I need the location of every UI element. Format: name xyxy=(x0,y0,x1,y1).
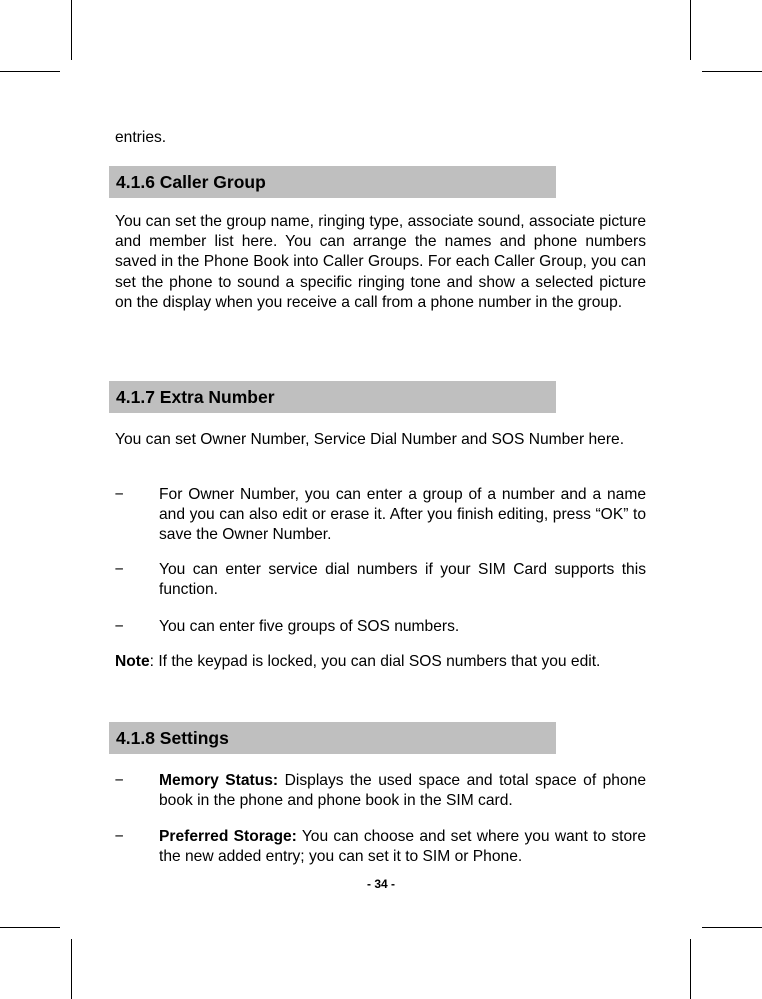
list-item xyxy=(113,617,646,637)
caller-group-body: You can set the group name, ringing type, associate sound, associate picture and member list here. You can arrange the names and phone numbers saved in the Phone Book into Caller Groups. For each Caller Group, you can set the phone to sound a specific ringing tone and show a selected picture on the display when you receive a call from a phone number in the group. xyxy=(115,213,646,311)
bullet-dash: − xyxy=(114,772,124,789)
list-item xyxy=(113,771,646,811)
page-number: - 34 - xyxy=(366,877,395,891)
memory-status-label: Memory Status: xyxy=(159,772,279,789)
bullet-dash: − xyxy=(114,561,124,578)
list-item-text: You can enter five groups of SOS numbers. xyxy=(159,618,460,635)
list-item xyxy=(113,560,646,600)
crop-mark-bottom-right-vertical xyxy=(690,939,691,999)
continued-text: entries. xyxy=(115,129,167,146)
crop-mark-top-left-horizontal xyxy=(0,71,60,72)
note-label: Note xyxy=(115,653,150,670)
list-item-text: For Owner Number, you can enter a group of a number and a name and you can also edit or erase it. After you finish editing, press “OK” to save the Owner Number. xyxy=(159,486,646,544)
crop-mark-top-right-vertical xyxy=(690,0,691,60)
note-text: : If the keypad is locked, you can dial SOS numbers that you edit. xyxy=(149,653,601,670)
list-item-text xyxy=(159,771,646,811)
crop-mark-bottom-right-horizontal xyxy=(702,927,762,928)
list-item-text: You can enter service dial numbers if your SIM Card supports this function. xyxy=(159,561,646,599)
memory-status-text: Displays the used space and total space of phone book in the phone and phone book in the SIM card. xyxy=(159,772,646,810)
crop-mark-bottom-left-vertical xyxy=(71,939,72,999)
list-item-text xyxy=(159,827,646,867)
crop-mark-bottom-left-horizontal xyxy=(0,927,60,928)
crop-mark-top-left-vertical xyxy=(71,0,72,60)
bullet-dash: − xyxy=(114,618,124,635)
section-heading-settings: 4.1.8 Settings xyxy=(109,722,556,754)
section-heading-caller-group: 4.1.6 Caller Group xyxy=(109,166,556,198)
crop-mark-top-right-horizontal xyxy=(702,71,762,72)
note xyxy=(115,652,646,672)
bullet-dash: − xyxy=(114,828,124,845)
bullet-dash: − xyxy=(114,486,124,503)
section-heading-extra-number: 4.1.7 Extra Number xyxy=(109,381,556,413)
preferred-storage-text: You can choose and set where you want to store the new added entry; you can set it to SIM or Phone. xyxy=(159,828,646,866)
list-item xyxy=(113,485,646,546)
extra-number-body: You can set Owner Number, Service Dial Number and SOS Number here. xyxy=(115,431,625,448)
preferred-storage-label: Preferred Storage: xyxy=(159,828,297,845)
list-item xyxy=(113,827,646,867)
